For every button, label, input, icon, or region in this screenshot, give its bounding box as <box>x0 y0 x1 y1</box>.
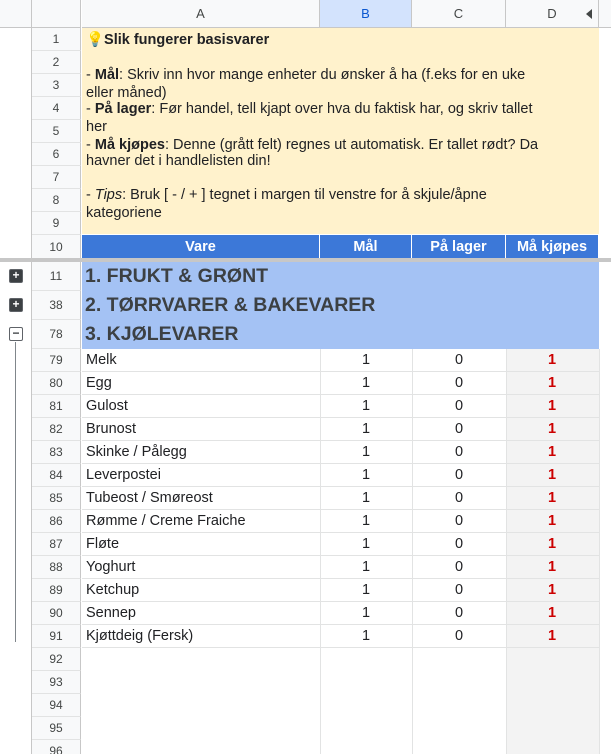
row-number-9[interactable]: 9 <box>32 212 81 235</box>
instructions-line <box>86 66 525 84</box>
ma-kjopes-value: 1 <box>547 559 557 575</box>
row-number-79[interactable]: 79 <box>32 349 81 372</box>
mal-value[interactable]: 1 <box>361 398 371 414</box>
category-header: 2. TØRRVARER & BAKEVARER <box>82 291 599 320</box>
bullet-dash: - <box>86 137 95 153</box>
item-name[interactable]: Melk <box>86 352 117 368</box>
row-number-4[interactable]: 4 <box>32 97 81 120</box>
item-name[interactable]: Rømme / Creme Fraiche <box>86 513 246 529</box>
ma-kjopes-value: 1 <box>547 582 557 598</box>
item-name[interactable]: Fløte <box>86 536 120 552</box>
instructions-title <box>86 31 269 48</box>
pa-lager-value[interactable]: 0 <box>454 536 464 552</box>
ma-kjopes-value: 1 <box>547 490 557 506</box>
row-number-84[interactable]: 84 <box>32 464 81 487</box>
ma-kjopes-value: 1 <box>547 536 557 552</box>
row-number-3[interactable]: 3 <box>32 74 81 97</box>
column-header-overflow <box>599 0 611 28</box>
mal-value[interactable]: 1 <box>361 444 371 460</box>
pa-lager-value[interactable]: 0 <box>454 559 464 575</box>
row-number-92[interactable]: 92 <box>32 648 81 671</box>
pa-lager-value[interactable]: 0 <box>454 605 464 621</box>
item-name[interactable]: Leverpostei <box>86 467 161 483</box>
column-header-d[interactable]: D <box>506 0 599 28</box>
mal-value[interactable]: 1 <box>361 628 371 644</box>
pa-lager-value[interactable]: 0 <box>454 444 464 460</box>
row-number-88[interactable]: 88 <box>32 556 81 579</box>
row-number-91[interactable]: 91 <box>32 625 81 648</box>
item-name[interactable]: Sennep <box>86 605 136 621</box>
pa-lager-value[interactable]: 0 <box>454 352 464 368</box>
instructions-keyword: Mål <box>94 67 120 83</box>
row-number-10[interactable]: 10 <box>32 235 81 259</box>
header-pa-lager: På lager <box>412 235 506 259</box>
pa-lager-value[interactable]: 0 <box>454 513 464 529</box>
item-name[interactable]: Yoghurt <box>86 559 136 575</box>
ma-kjopes-value: 1 <box>547 605 557 621</box>
header-vare: Vare <box>82 235 320 259</box>
bullet-dash: - <box>86 67 95 83</box>
collapse-group-icon[interactable]: − <box>9 327 23 341</box>
row-number-38[interactable]: 38 <box>32 291 81 320</box>
row-number-2[interactable]: 2 <box>32 51 81 74</box>
instructions-line: havner det i handlelisten din! <box>86 153 271 169</box>
instructions-line <box>86 186 487 204</box>
row-number-1[interactable]: 1 <box>32 28 81 51</box>
row-number-96[interactable]: 96 <box>32 740 81 754</box>
item-name[interactable]: Egg <box>86 375 112 391</box>
mal-value[interactable]: 1 <box>361 513 371 529</box>
item-name[interactable]: Ketchup <box>86 582 140 598</box>
ma-kjopes-value: 1 <box>547 398 557 414</box>
row-number-78[interactable]: 78 <box>32 320 81 349</box>
row-number-80[interactable]: 80 <box>32 372 81 395</box>
pa-lager-value[interactable]: 0 <box>454 467 464 483</box>
column-header-b[interactable]: B <box>320 0 412 28</box>
mal-value[interactable]: 1 <box>361 421 371 437</box>
header-mal: Mål <box>320 235 412 259</box>
outline-group-line <box>15 342 16 642</box>
instructions-keyword: Tips <box>94 187 123 203</box>
instructions-line: kategoriene <box>86 205 162 221</box>
bullet-dash: - <box>86 187 95 203</box>
ma-kjopes-value: 1 <box>547 421 557 437</box>
row-number-89[interactable]: 89 <box>32 579 81 602</box>
bullet-dash: - <box>86 101 95 117</box>
mal-value[interactable]: 1 <box>361 536 371 552</box>
row-number-82[interactable]: 82 <box>32 418 81 441</box>
column-gridline <box>599 349 600 754</box>
mal-value[interactable]: 1 <box>361 559 371 575</box>
expand-group-icon[interactable]: + <box>9 269 23 283</box>
pa-lager-value[interactable]: 0 <box>454 398 464 414</box>
row-number-5[interactable]: 5 <box>32 120 81 143</box>
instructions-description: : Denne (grått felt) regnes ut automatisk. Er tallet rødt? Da <box>164 137 539 153</box>
column-header-c[interactable]: C <box>412 0 506 28</box>
ma-kjopes-value: 1 <box>547 375 557 391</box>
mal-value[interactable]: 1 <box>361 605 371 621</box>
column-header-a[interactable]: A <box>82 0 320 28</box>
pa-lager-value[interactable]: 0 <box>454 375 464 391</box>
mal-value[interactable]: 1 <box>361 582 371 598</box>
row-number-7[interactable]: 7 <box>32 166 81 189</box>
pa-lager-value[interactable]: 0 <box>454 582 464 598</box>
instructions-line: eller måned) <box>86 85 167 101</box>
row-number-85[interactable]: 85 <box>32 487 81 510</box>
row-number-87[interactable]: 87 <box>32 533 81 556</box>
select-all-corner[interactable] <box>0 0 81 28</box>
row-number-95[interactable]: 95 <box>32 717 81 740</box>
instructions-keyword: På lager <box>94 101 152 117</box>
instructions-keyword: Må kjøpes <box>94 137 165 153</box>
ma-kjopes-value: 1 <box>547 444 557 460</box>
category-header: 3. KJØLEVARER <box>82 320 599 349</box>
instructions-line <box>86 100 532 118</box>
item-name[interactable]: Kjøttdeig (Fersk) <box>86 628 194 644</box>
row-number-93[interactable]: 93 <box>32 671 81 694</box>
ma-kjopes-value: 1 <box>547 352 557 368</box>
instructions-description: : Før handel, tell kjapt over hva du faktisk har, og skriv tallet <box>151 101 533 117</box>
ma-kjopes-value: 1 <box>547 628 557 644</box>
pa-lager-value[interactable]: 0 <box>454 628 464 644</box>
mal-value[interactable]: 1 <box>361 375 371 391</box>
row-number-6[interactable]: 6 <box>32 143 81 166</box>
instructions-description: : Skriv inn hvor mange enheter du ønsker å ha (f.eks for en uke <box>119 67 526 83</box>
instructions-line: her <box>86 119 107 135</box>
ma-kjopes-value: 1 <box>547 513 557 529</box>
row-number-11[interactable]: 11 <box>32 262 81 291</box>
pa-lager-value[interactable]: 0 <box>454 421 464 437</box>
item-name[interactable]: Gulost <box>86 398 128 414</box>
mal-value[interactable]: 1 <box>361 352 371 368</box>
row-number-83[interactable]: 83 <box>32 441 81 464</box>
mal-value[interactable]: 1 <box>361 467 371 483</box>
row-number-8[interactable]: 8 <box>32 189 81 212</box>
row-number-94[interactable]: 94 <box>32 694 81 717</box>
row-number-81[interactable]: 81 <box>32 395 81 418</box>
row-number-86[interactable]: 86 <box>32 510 81 533</box>
item-name[interactable]: Tubeost / Smøreost <box>86 490 213 506</box>
instructions-description: : Bruk [ - / + ] tegnet i margen til venstre for å skjule/åpne <box>122 187 487 203</box>
mal-value[interactable]: 1 <box>361 490 371 506</box>
expand-group-icon[interactable]: + <box>9 298 23 312</box>
scroll-left-arrow-icon[interactable] <box>586 9 592 19</box>
category-header: 1. FRUKT & GRØNT <box>82 262 599 291</box>
row-number-90[interactable]: 90 <box>32 602 81 625</box>
ma-kjopes-value: 1 <box>547 467 557 483</box>
item-name[interactable]: Brunost <box>86 421 136 437</box>
instructions-title-text: Slik fungerer basisvarer <box>104 32 270 48</box>
header-ma-kjopes: Må kjøpes <box>506 235 599 259</box>
lightbulb-icon: 💡 <box>86 32 105 48</box>
pa-lager-value[interactable]: 0 <box>454 490 464 506</box>
item-name[interactable]: Skinke / Pålegg <box>86 444 187 460</box>
